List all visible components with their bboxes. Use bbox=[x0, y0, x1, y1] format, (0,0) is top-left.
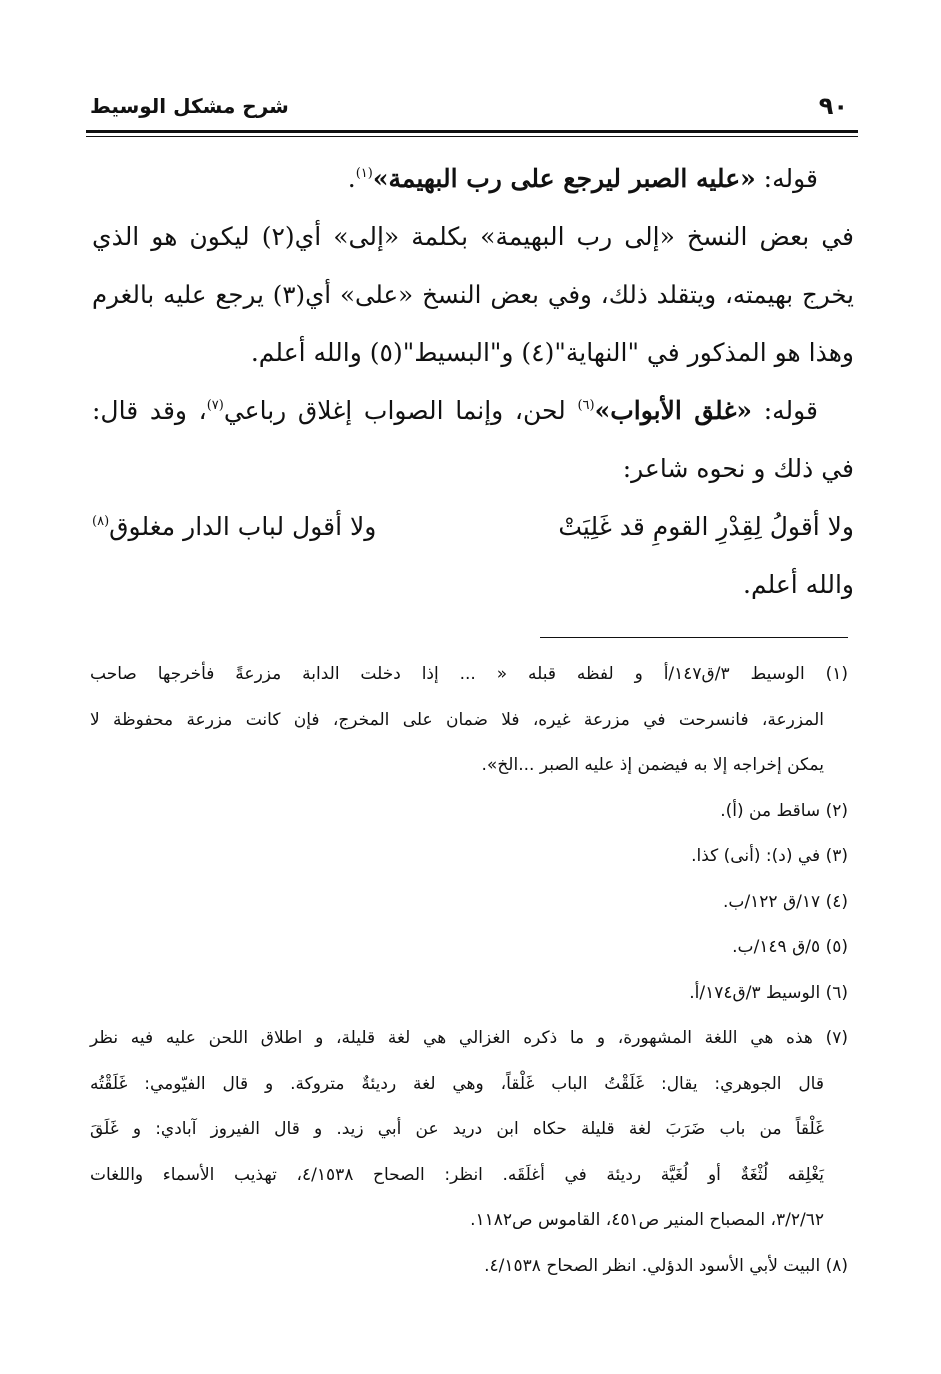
footnote-2: (٢) ساقط من (أ). bbox=[720, 800, 848, 821]
paragraph-line: في بعض النسخ «إلى رب البهيمة» بكلمة «إلى» أي(٢) ليكون هو الذي bbox=[92, 222, 854, 251]
running-title: شرح مشكل الوسيط bbox=[90, 94, 289, 118]
footnote-7-line: قال الجوهري: يقال: غَلَقْتُ الباب غَلْقاً، وهي لغة رديئةٌ متروكة. و قال الفيّومي: غَلَقْتُه bbox=[90, 1073, 824, 1094]
footnote-1-line: المزرعة، فانسرحت في مزرعة غيره، فلا ضمان على المخرج، فإن كانت مزرعة محفوظة لا bbox=[90, 709, 824, 730]
footnote-7-line: ٣/٢/٦٢، المصباح المنير ص٤٥١، القاموس ص١١٨٢. bbox=[470, 1210, 824, 1230]
main-text bbox=[92, 150, 854, 614]
footnote-4: (٤) ١٧/ق ١٢٢/ب. bbox=[723, 891, 848, 912]
heading-quote-2: قوله: «غلق الأبواب»$^{(٦)}$ لحن، وإنما الصواب إغلاق رباعي$^{(٧)}$، وقد قال: bbox=[92, 396, 819, 425]
footnote-ref: (١) bbox=[355, 166, 373, 181]
closing-line: والله أعلم. bbox=[743, 570, 854, 599]
poem-hemistich-2: ولا أقول لباب الدار مغلوق$^{(٨)}$ bbox=[92, 512, 377, 541]
heading-quote-1: قوله: «عليه الصبر ليرجع على رب البهيمة»$^{(١)}$. bbox=[347, 164, 818, 193]
poem-verse bbox=[92, 498, 854, 556]
footnote-ref: (٨) bbox=[92, 514, 110, 529]
footnote-5: (٥) ٥/ق ١٤٩/ب. bbox=[732, 937, 848, 957]
quoted-phrase: «عليه الصبر ليرجع على رب البهيمة» bbox=[372, 164, 756, 193]
paragraph-line: في ذلك و نحوه شاعر: bbox=[622, 454, 854, 483]
page-number: ٩٠ bbox=[818, 92, 848, 120]
footnote-7-line: يَغْلِقه لُثْغَةٌ أو لُغَيَّة رديئة في أغلَقَه. انظر: الصحاح ٤/١٥٣٨، تهذيب الأسماء واللغات bbox=[90, 1164, 825, 1185]
header-rule-thick bbox=[86, 130, 858, 133]
page-header bbox=[86, 92, 856, 128]
footnote-7-line: غَلْقاً من باب ضَرَبَ لغة قليلة حكاه ابن دريد عن أبي زيد. و قال الفيروز آبادي: و غَلَقَ bbox=[90, 1119, 824, 1139]
footnote-6: (٦) الوسيط ٣/ق١٧٤/أ. bbox=[689, 982, 848, 1003]
poem-hemistich-1: ولا أقولُ لِقِدْرِ القومِ قد غَلِيَتْ bbox=[558, 512, 854, 541]
paragraph-line: يخرج بهيمته، ويتقلد ذلك، وفي بعض النسخ «على» أي(٣) يرجع عليه بالغرم bbox=[92, 280, 854, 309]
footnote-ref: (٧) bbox=[206, 398, 224, 413]
footnote-1-line: (١) الوسيط ٣/ق١٤٧/أ و لفظه قبله « ... إذا دخلت الدابة مزرعةً فأخرجها صاحب bbox=[90, 664, 848, 684]
footnote-separator bbox=[540, 637, 848, 638]
footnote-3: (٣) في (د): (أنى) كذا. bbox=[691, 846, 848, 866]
header-rule-thin bbox=[86, 136, 858, 137]
footnotes bbox=[90, 652, 848, 1289]
quoted-phrase: «غلق الأبواب» bbox=[594, 396, 753, 425]
footnote-8: (٨) البيت لأبي الأسود الدؤلي. انظر الصحاح ٤/١٥٣٨. bbox=[484, 1255, 848, 1276]
footnote-ref: (٦) bbox=[577, 398, 595, 413]
footnote-7-line: (٧) هذه هي اللغة المشهورة، و ما ذكره الغزالي هي لغة قليلة، و اطلاق اللحن عليه فيه نظر bbox=[90, 1028, 848, 1048]
paragraph-line: وهذا هو المذكور في "النهاية"(٤) و"البسيط"(٥) والله أعلم. bbox=[250, 338, 854, 367]
footnote-1-line: يمكن إخراجه إلا به فيضمن إذ عليه الصبر ...الخ». bbox=[481, 755, 824, 775]
